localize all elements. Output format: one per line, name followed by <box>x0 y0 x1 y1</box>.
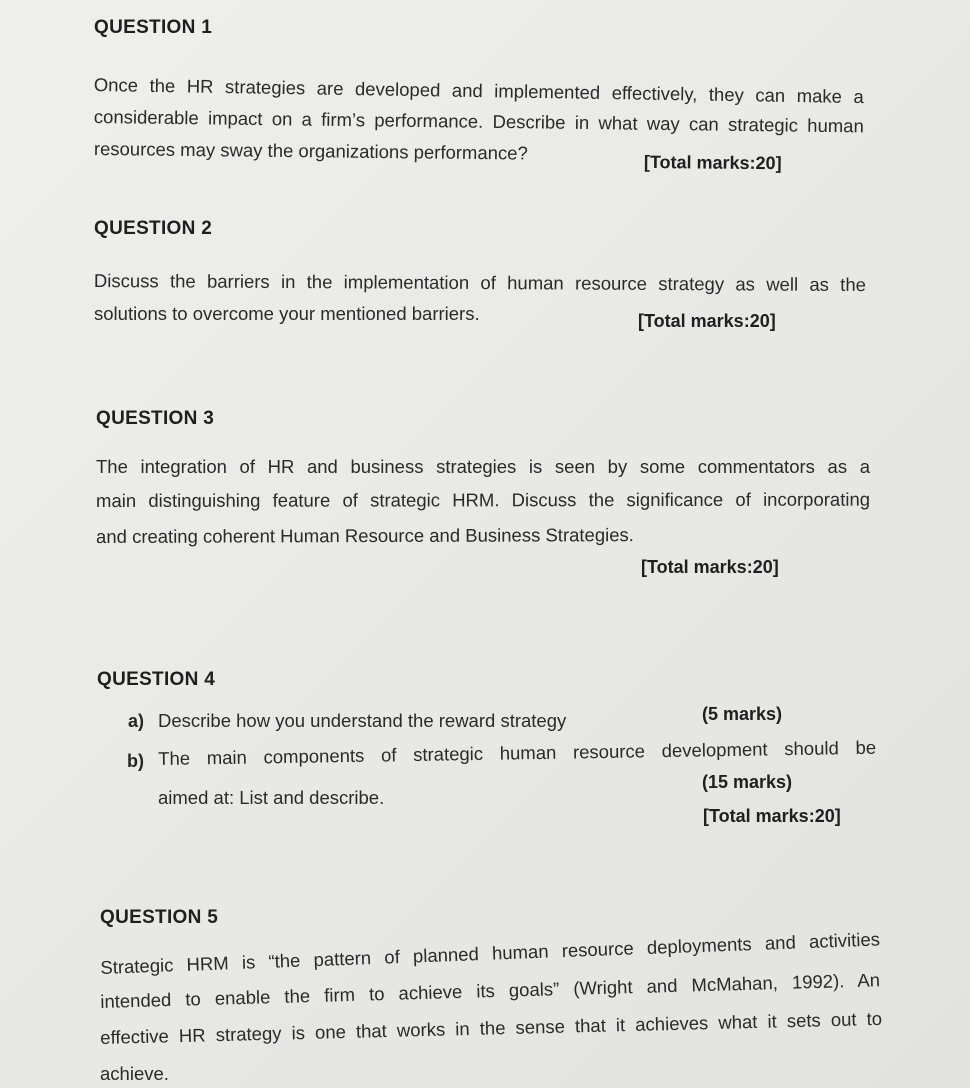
question-3-total-marks: [Total marks:20] <box>641 557 779 577</box>
question-4-item-b-label: b) <box>127 751 144 771</box>
question-3-line-2: main distinguishing feature of strategic HRM. Discuss the significance of incorporating <box>96 488 871 511</box>
question-2-title: QUESTION 2 <box>94 218 213 239</box>
question-1-line-3: resources may sway the organizations performance? <box>93 138 528 164</box>
question-4-item-a-text: Describe how you understand the reward strategy <box>158 710 567 731</box>
question-1-title: QUESTION 1 <box>94 17 213 38</box>
question-4-item-a-label: a) <box>128 711 145 731</box>
question-4-total-marks: [Total marks:20] <box>703 806 841 826</box>
question-3-line-3: and creating coherent Human Resource and Business Strategies. <box>96 524 634 547</box>
question-4-title: QUESTION 4 <box>97 669 216 690</box>
question-5-line-4: achieve. <box>100 1063 169 1084</box>
question-4-item-b-line-1: The main components of strategic human resource development should be <box>158 736 877 769</box>
question-2-line-2: solutions to overcome your mentioned barriers. <box>94 303 480 324</box>
question-5-line-2: intended to enable the firm to achieve its goals” (Wright and McMahan, 1992). An <box>100 969 881 1012</box>
question-4-item-b-line-2: aimed at: List and describe. <box>158 787 385 808</box>
question-4-item-a-marks: (5 marks) <box>702 704 783 724</box>
question-4-item-b-marks: (15 marks) <box>702 772 793 792</box>
question-1-total-marks: [Total marks:20] <box>643 152 782 174</box>
question-3-line-1: The integration of HR and business strategies is seen by some commentators as a <box>96 456 870 477</box>
question-2-total-marks: [Total marks:20] <box>638 311 776 331</box>
question-5-title: QUESTION 5 <box>100 907 219 928</box>
question-5-line-3: effective HR strategy is one that works in the sense that it achieves what it sets out to <box>100 1007 883 1048</box>
question-3-title: QUESTION 3 <box>96 408 215 429</box>
question-2-line-1: Discuss the barriers in the implementation of human resource strategy as well as the <box>93 270 866 296</box>
question-1-line-2: considerable impact on a firm’s performance. Describe in what way can strategic human <box>93 106 864 137</box>
question-5-line-1: Strategic HRM is “the pattern of planned human resource deployments and activities <box>100 928 881 978</box>
question-1-line-1: Once the HR strategies are developed and implemented effectively, they can make a <box>93 74 864 108</box>
